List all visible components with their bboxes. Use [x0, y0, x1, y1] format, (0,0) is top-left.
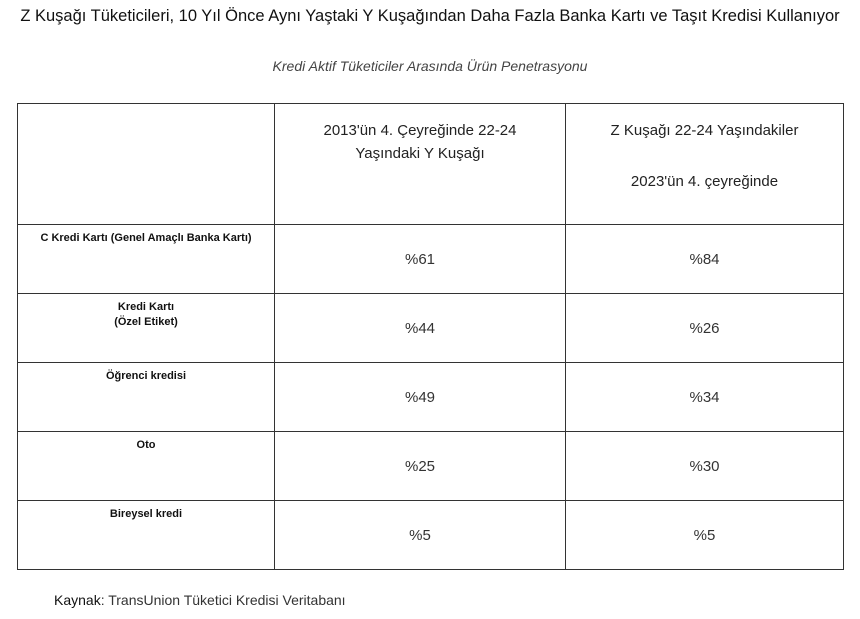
value-cell: %25 [275, 432, 566, 501]
source-note [54, 592, 346, 608]
source-text: TransUnion Tüketici Kredisi Veritabanı [104, 592, 346, 608]
table-header-corner [18, 104, 275, 225]
table-row [18, 501, 844, 570]
value-cell: %44 [275, 294, 566, 363]
value-cell: %5 [275, 501, 566, 570]
column-header-line: Yaşındaki Y Kuşağı [355, 145, 485, 162]
column-header-line: Z Kuşağı 22-24 Yaşındakiler [610, 122, 799, 139]
source-separator: : [100, 592, 105, 608]
table-row [18, 225, 844, 294]
column-header-genz-2023 [566, 104, 844, 225]
value-cell: %61 [275, 225, 566, 294]
row-label-text: Kredi Kartı [117, 301, 175, 313]
row-label-text: C Kredi Kartı (Genel Amaçlı Banka Kartı) [40, 232, 252, 244]
row-label-text: Öğrenci kredisi [105, 370, 187, 382]
row-label [18, 501, 275, 570]
value-cell: %84 [566, 225, 844, 294]
row-label-text: (Özel Etiket) [114, 316, 178, 328]
data-table [17, 103, 844, 570]
chart-subtitle: Kredi Aktif Tüketiciler Arasında Ürün Penetrasyonu [272, 58, 588, 74]
table-row [18, 294, 844, 363]
row-label-text: Oto [136, 439, 156, 451]
column-header-line: 2013'ün 4. Çeyreğinde 22-24 [323, 122, 517, 139]
value-cell: %49 [275, 363, 566, 432]
column-header-millennials-2013 [275, 104, 566, 225]
table-header-row [18, 104, 844, 225]
row-label [18, 225, 275, 294]
value-cell: %26 [566, 294, 844, 363]
row-label [18, 432, 275, 501]
value-cell: %5 [566, 501, 844, 570]
row-label [18, 294, 275, 363]
table-row [18, 363, 844, 432]
column-header-line: 2023'ün 4. çeyreğinde [630, 173, 779, 190]
row-label-text: Bireysel kredi [109, 508, 183, 520]
table-row [18, 432, 844, 501]
source-label: Kaynak [54, 592, 101, 608]
chart-title: Z Kuşağı Tüketicileri, 10 Yıl Önce Aynı Yaştaki Y Kuşağından Daha Fazla Banka Kartı ve Taşıt Kredisi Kullanıyor [20, 7, 840, 25]
value-cell: %30 [566, 432, 844, 501]
row-label [18, 363, 275, 432]
value-cell: %34 [566, 363, 844, 432]
